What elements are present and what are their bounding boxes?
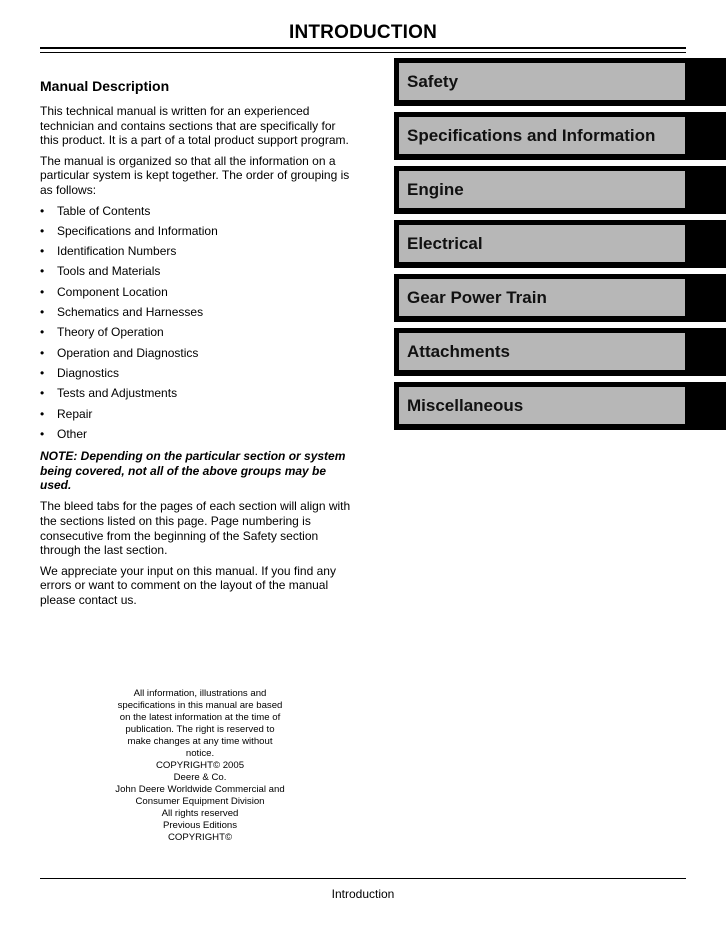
tab-engine[interactable] — [394, 166, 726, 214]
bullet-icon: • — [40, 325, 45, 340]
list-item: • Operation and Diagnostics — [40, 345, 199, 360]
page-title: INTRODUCTION — [288, 22, 438, 43]
section-heading: Manual Description — [40, 78, 170, 94]
copyright-line: make changes at any time without — [127, 736, 273, 747]
section-tabs — [394, 58, 726, 436]
tab-label: Gear Power Train — [399, 279, 685, 316]
copyright-line: specifications in this manual are based — [117, 700, 283, 711]
bullet-icon: • — [40, 386, 45, 401]
copyright-line: Deere & Co. — [173, 772, 227, 783]
bullet-icon: • — [40, 284, 45, 299]
copyright-line: COPYRIGHT© — [167, 832, 233, 843]
bullet-icon: • — [40, 264, 45, 279]
list-item: • Other — [40, 426, 88, 441]
list-item: • Schematics and Harnesses — [40, 305, 204, 320]
tab-label: Electrical — [399, 225, 685, 262]
feedback-paragraph: We appreciate your input on this manual. If you find any errors or want to comment on the layout of the manual please contact us. — [40, 563, 336, 607]
bullet-icon: • — [40, 365, 45, 380]
list-item: • Diagnostics — [40, 365, 120, 380]
bullet-icon: • — [40, 305, 45, 320]
list-item: • Identification Numbers — [40, 244, 177, 259]
copyright-line: publication. The right is reserved to — [125, 724, 275, 735]
manual-description — [40, 78, 356, 614]
header-rule-thin — [40, 52, 686, 53]
tab-gear-power-train[interactable] — [394, 274, 726, 322]
copyright-line: notice. — [185, 748, 215, 759]
organization-paragraph: The manual is organized so that all the information on a particular system is kept together. The order of grouping is as follows: — [40, 153, 350, 197]
bleed-tabs-paragraph: The bleed tabs for the pages of each section will align with the sections listed on this page. Page numbering is consecutive from the beginning of the Safety section through the last section. — [40, 499, 351, 558]
copyright-line: All rights reserved — [161, 808, 239, 819]
list-item: • Repair — [40, 406, 93, 421]
list-item: • Theory of Operation — [40, 325, 164, 340]
list-item: • Tests and Adjustments — [40, 386, 178, 401]
tab-attachments[interactable] — [394, 328, 726, 376]
copyright-line: Previous Editions — [162, 820, 238, 831]
bullet-icon: • — [40, 244, 45, 259]
bullet-icon: • — [40, 203, 45, 218]
tab-label: Attachments — [399, 333, 685, 370]
tab-safety[interactable] — [394, 58, 726, 106]
tab-specifications-and-information[interactable] — [394, 112, 726, 160]
tab-label: Engine — [399, 171, 685, 208]
copyright-line: Consumer Equipment Division — [135, 796, 265, 807]
note-text: NOTE: Depending on the particular section or system being covered, not all of the above groups may be used. — [40, 449, 346, 492]
list-item: • Table of Contents — [40, 203, 151, 218]
copyright-line: COPYRIGHT© 2005 — [155, 760, 245, 771]
footer-label: Introduction — [331, 887, 395, 901]
list-item: • Tools and Materials — [40, 264, 161, 279]
tab-miscellaneous[interactable] — [394, 382, 726, 430]
copyright-line: All information, illustrations and — [133, 688, 267, 699]
tab-electrical[interactable] — [394, 220, 726, 268]
tab-label: Safety — [399, 63, 685, 100]
list-item: • Specifications and Information — [40, 223, 218, 238]
list-item: • Component Location — [40, 284, 168, 299]
copyright-line: on the latest information at the time of — [119, 712, 281, 723]
copyright-notice — [110, 688, 290, 844]
tab-label: Specifications and Information — [399, 117, 685, 154]
tab-label: Miscellaneous — [399, 387, 685, 424]
bullet-icon: • — [40, 426, 45, 441]
bullet-icon: • — [40, 223, 45, 238]
bullet-icon: • — [40, 406, 45, 421]
header-rule — [40, 47, 686, 49]
footer-rule — [40, 878, 686, 879]
grouping-list — [40, 204, 356, 448]
intro-paragraph: This technical manual is written for an experienced technician and contains sections that are specifically for this product. It is a part of a total product support program. — [40, 104, 349, 148]
copyright-line: John Deere Worldwide Commercial and — [115, 784, 285, 795]
bullet-icon: • — [40, 345, 45, 360]
